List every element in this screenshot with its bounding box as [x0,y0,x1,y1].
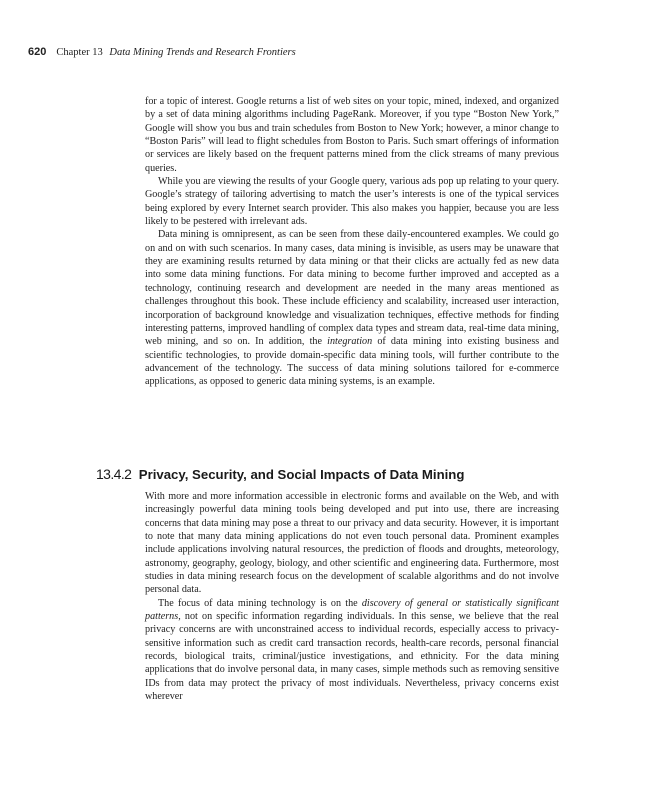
paragraph-3-part-a: Data mining is omnipresent, as can be seen from these daily-encountered examples. We could go on and on with such scenarios. In many cases, data mining is invisible, as users may be unaware that they are examining results returned by data mining or that their clicks are actually fed as new data into some data mining functions. For data mining to become further improved and accepted as a technology, continuing research and development are needed in the many areas mentioned as challenges throughout this book. These include efficiency and scalability, increased user interaction, incorporation of background knowledge and visualization techniques, effective methods for finding interesting patterns, improved handling of complex data types and stream data, real-time data mining, web mining, and so on. In addition, the [145,229,559,348]
paragraph-3 [145,228,559,388]
paragraph-5-part-b: , not on specific information regarding individuals. In this sense, we believe that the real privacy concerns are with unconstrained access to individual records, especially access to privacy-sensitive information such as credit card transaction records, health-care records, personal financial records, biological traits, criminal/justice investigations, and ethnicity. For the data mining applications that do involve personal data, in many cases, simple methods such as removing sensitive IDs from data may protect the privacy of most individuals. Nevertheless, privacy concerns exist wherever [145,611,559,703]
section-heading [96,466,464,484]
paragraph-5-emphasis: discovery of general or statistically significant patterns [145,597,559,623]
text-block-top [145,95,559,389]
chapter-title: Data Mining Trends and Research Frontiers [109,47,296,58]
page-number: 620 [28,46,47,58]
paragraph-4: With more and more information accessible in electronic forms and available on the Web, and with increasingly powerful data mining tools being developed and put into use, there are increasing concerns that data mining may pose a threat to our privacy and data security. However, it is important to note that many data mining applications do not even touch personal data. Prominent examples include applications involving natural resources, the prediction of floods and droughts, meteorology, astronomy, geography, geology, biology, and other scientific and engineering data. Furthermore, most studies in data mining research focus on the development of scalable algorithms and do not involve personal data. [145,491,559,596]
text-block-bottom [145,490,559,704]
running-head [28,46,296,58]
paragraph-3-emphasis: integration [327,336,373,348]
paragraph-1: for a topic of interest. Google returns a list of web sites on your topic, mined, indexed, and organized by a set of data mining algorithms including PageRank. Moreover, if you type “Boston New York,” Google will show you bus and train schedules from Boston to New York; however, a minor change to “Boston Paris” will lead to flight schedules from Boston to Paris. Such smart offerings of information or services are likely based on the frequent patterns mined from the click streams of many previous queries. [145,96,559,174]
section-number: 13.4.2 [96,466,132,482]
chapter-label: Chapter 13 [56,47,103,58]
paragraph-5-part-a: The focus of data mining technology is on the [158,597,362,609]
section-title: Privacy, Security, and Social Impacts of Data Mining [138,467,465,482]
paragraph-2: While you are viewing the results of your Google query, various ads pop up relating to your query. Google’s strategy of tailoring advertising to match the user’s interests is one of the typical services being explored by every Internet search provider. This also makes you happier, because you are less likely to be pestered with irrelevant ads. [145,176,559,228]
paragraph-5 [145,597,559,704]
paragraph-3-part-b: of data mining into existing business and scientific technologies, to provide domain-specific data mining tools, will further contribute to the advancement of the technology. The success of data mining solutions tailored for e-commerce applications, as opposed to generic data mining systems, is an example. [145,336,559,388]
